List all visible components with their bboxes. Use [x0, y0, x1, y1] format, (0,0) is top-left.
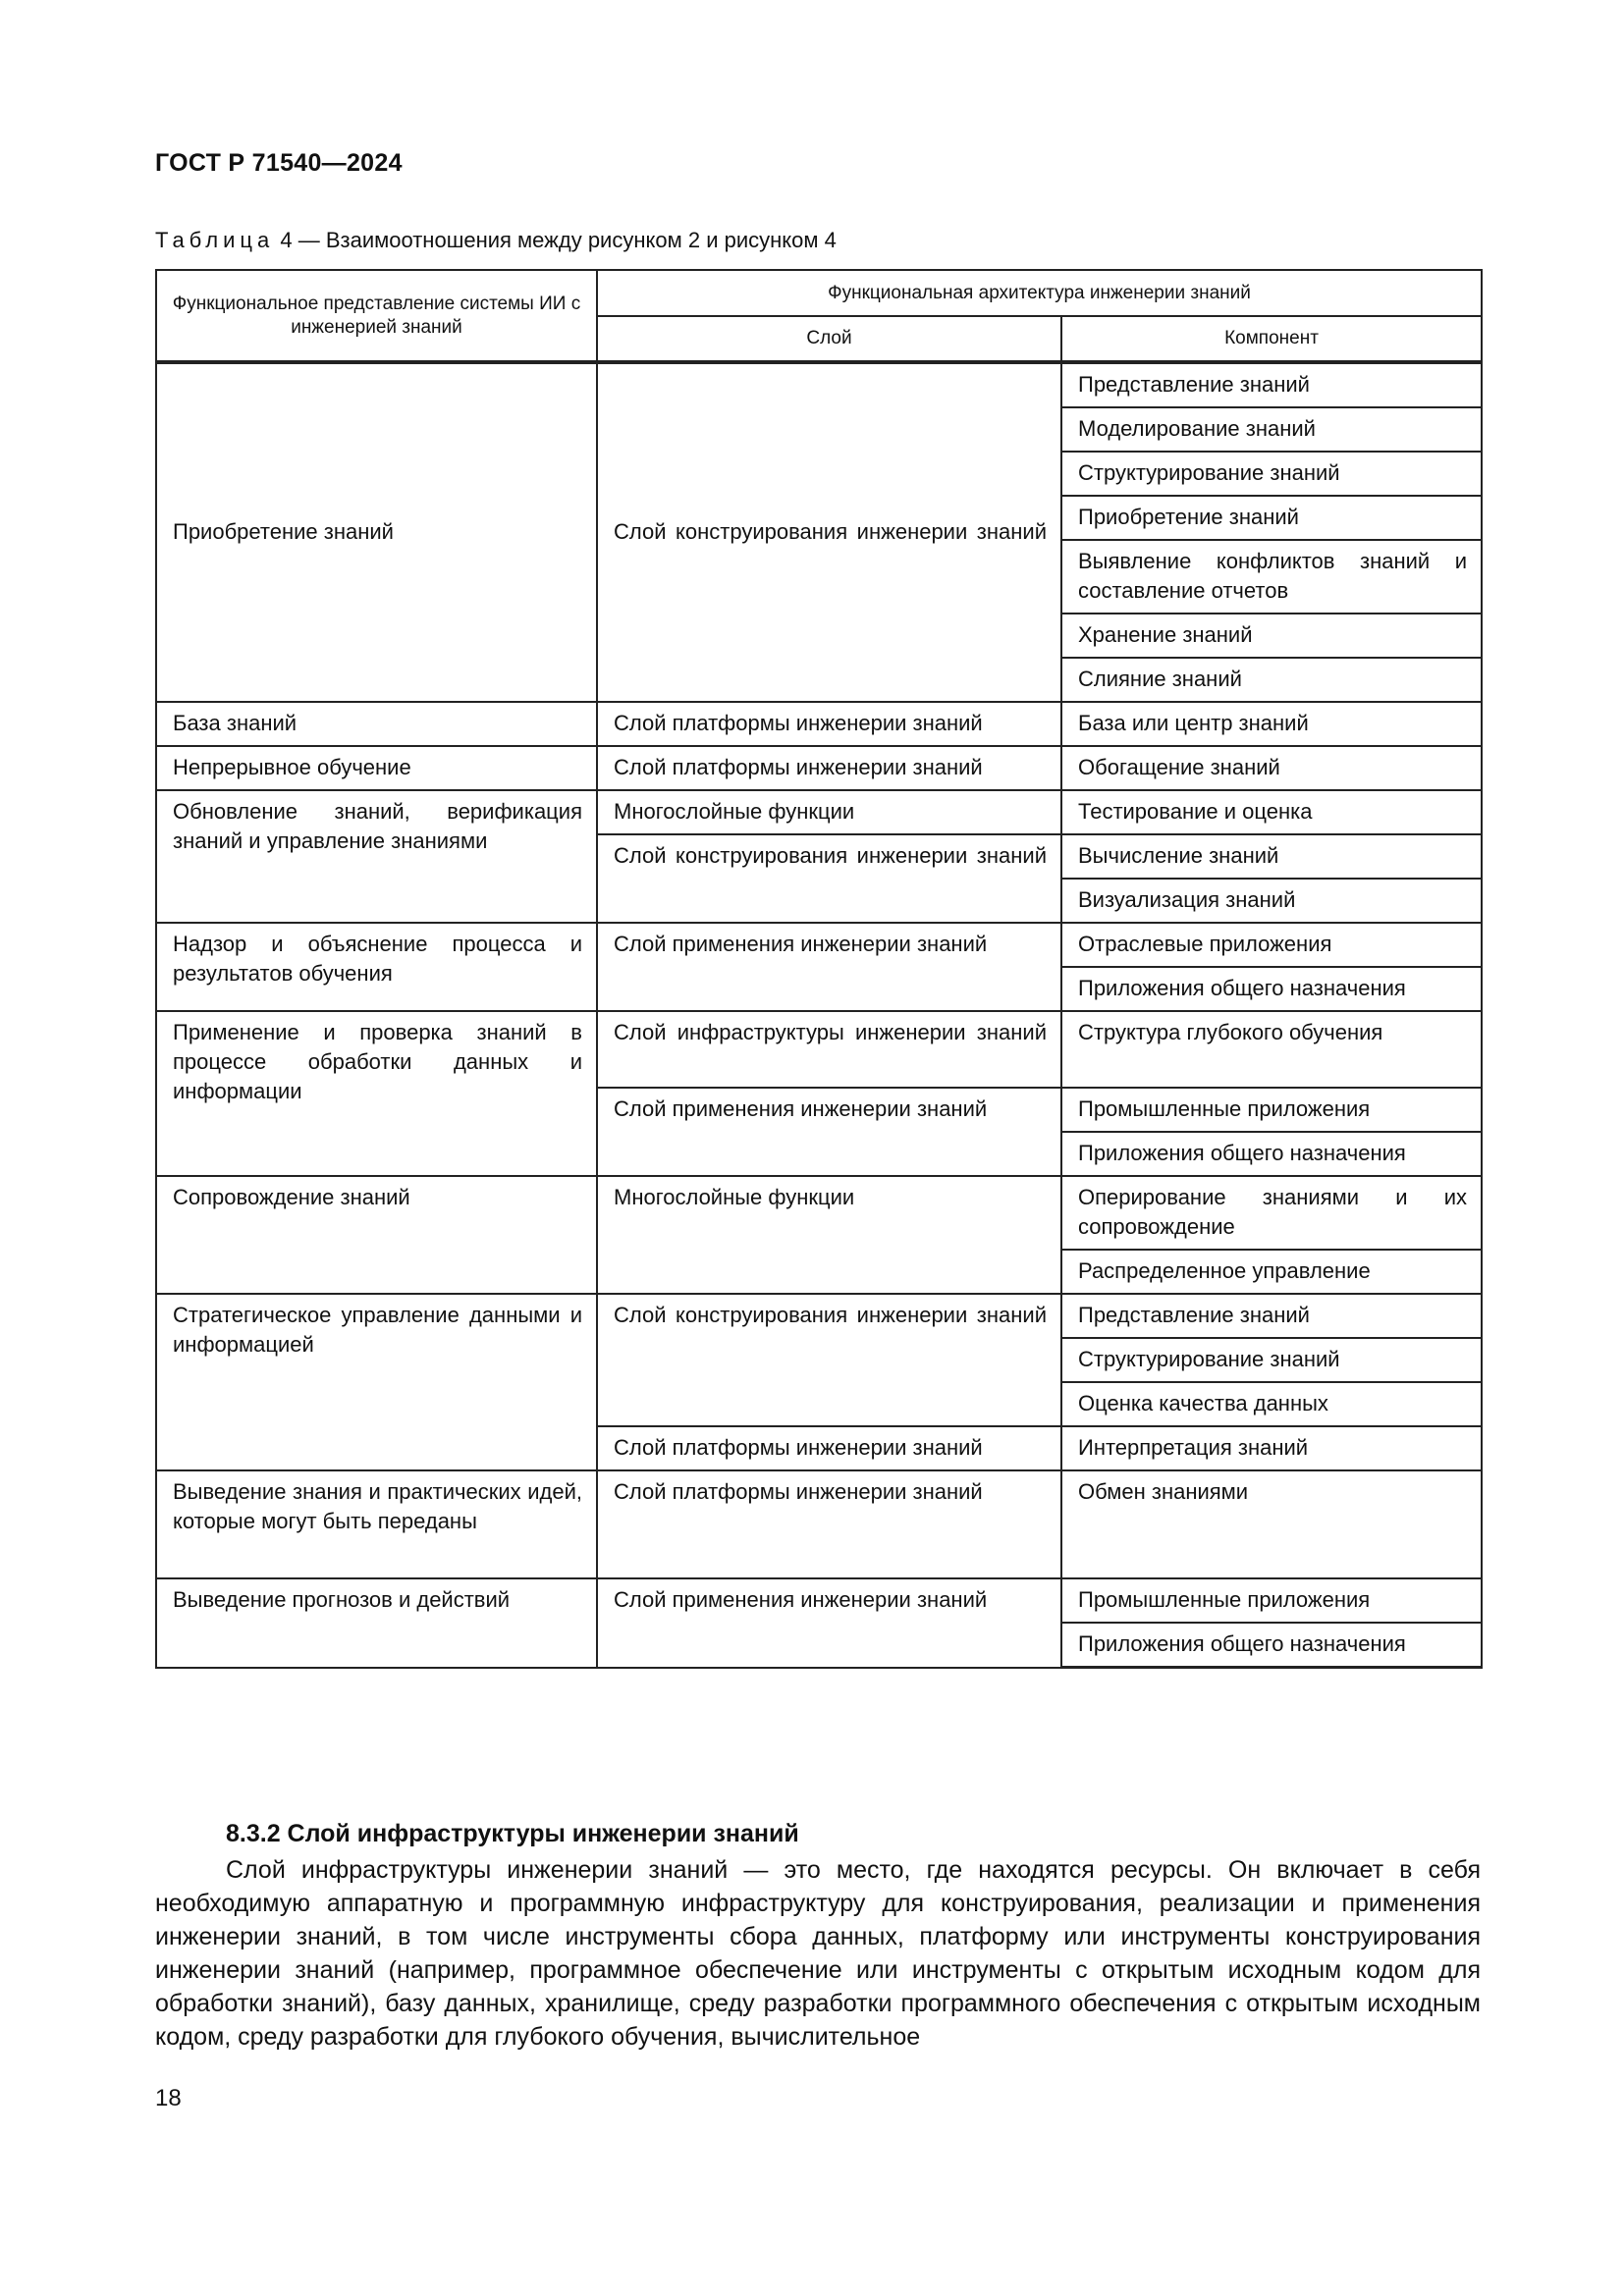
section-body	[155, 1853, 1481, 2054]
component-cell: Промышленные приложения	[1061, 1088, 1482, 1132]
function-cell: Приобретение знаний	[156, 362, 597, 702]
column-header-component: Компонент	[1061, 316, 1482, 362]
component-cell: Визуализация знаний	[1061, 879, 1482, 923]
layer-cell: Слой применения инженерии знаний	[597, 923, 1061, 1011]
layer-cell: Слой применения инженерии знаний	[597, 1578, 1061, 1668]
component-cell: Распределенное управление	[1061, 1250, 1482, 1294]
component-cell: Структурирование знаний	[1061, 452, 1482, 496]
layer-cell: Слой платформы инженерии знаний	[597, 1426, 1061, 1470]
function-cell: Обновление знаний, верификация знаний и управление знаниями	[156, 790, 597, 923]
function-cell: Выведение знания и практических идей, которые могут быть переданы	[156, 1470, 597, 1578]
layer-cell: Слой конструирования инженерии знаний	[597, 834, 1061, 923]
component-cell: Структура глубокого обучения	[1061, 1011, 1482, 1088]
function-cell: Выведение прогнозов и действий	[156, 1578, 597, 1668]
component-cell: Представление знаний	[1061, 1294, 1482, 1338]
component-cell: Структурирование знаний	[1061, 1338, 1482, 1382]
function-cell: Сопровождение знаний	[156, 1176, 597, 1294]
relationship-table	[155, 269, 1483, 1669]
component-cell: Тестирование и оценка	[1061, 790, 1482, 834]
section-paragraph: Слой инфраструктуры инженерии знаний — это место, где находятся ресурсы. Он включает в себя необходимую аппаратную и программную инфраструктуру для конструирования, реализации и применения инженерии знаний, в том числе инструменты сбора данных, платформу или инструменты конструирования инженерии знаний (например, программное обеспечение или инструменты с открытым исходным кодом для обработки знаний), базу данных, хранилище, среду разработки программного обеспечения с открытым исходным кодом, среду разработки для глубокого обучения, вычислительное	[155, 1856, 1481, 2051]
layer-cell: Слой платформы инженерии знаний	[597, 702, 1061, 746]
component-cell: Отраслевые приложения	[1061, 923, 1482, 967]
layer-cell: Многослойные функции	[597, 1176, 1061, 1294]
layer-cell: Слой инфраструктуры инженерии знаний	[597, 1011, 1061, 1088]
component-cell: Представление знаний	[1061, 362, 1482, 407]
component-cell: Приложения общего назначения	[1061, 967, 1482, 1011]
layer-cell: Слой платформы инженерии знаний	[597, 746, 1061, 790]
column-header-layer: Слой	[597, 316, 1061, 362]
layer-cell: Слой применения инженерии знаний	[597, 1088, 1061, 1176]
component-cell: Приложения общего назначения	[1061, 1623, 1482, 1668]
component-cell: Выявление конфликтов знаний и составление отчетов	[1061, 540, 1482, 614]
component-cell: Обмен знаниями	[1061, 1470, 1482, 1578]
document-header: ГОСТ Р 71540—2024	[155, 149, 403, 177]
function-cell: Применение и проверка знаний в процессе обработки данных и информации	[156, 1011, 597, 1176]
function-cell: База знаний	[156, 702, 597, 746]
component-cell: Обогащение знаний	[1061, 746, 1482, 790]
table-caption-title: 4 — Взаимоотношения между рисунком 2 и рисунком 4	[274, 228, 837, 252]
column-group-header: Функциональная архитектура инженерии знаний	[597, 270, 1482, 316]
table-caption	[155, 228, 837, 253]
component-cell: Интерпретация знаний	[1061, 1426, 1482, 1470]
component-cell: Приобретение знаний	[1061, 496, 1482, 540]
function-cell: Непрерывное обучение	[156, 746, 597, 790]
layer-cell: Слой платформы инженерии знаний	[597, 1470, 1061, 1578]
layer-cell: Слой конструирования инженерии знаний	[597, 362, 1061, 702]
section-title: 8.3.2 Слой инфраструктуры инженерии знаний	[226, 1820, 799, 1847]
function-cell: Надзор и объяснение процесса и результатов обучения	[156, 923, 597, 1011]
component-cell: Моделирование знаний	[1061, 407, 1482, 452]
component-cell: Хранение знаний	[1061, 614, 1482, 658]
layer-cell: Многослойные функции	[597, 790, 1061, 834]
column-header-function: Функциональное представление системы ИИ с инженерией знаний	[156, 270, 597, 362]
component-cell: Оценка качества данных	[1061, 1382, 1482, 1426]
component-cell: Оперирование знаниями и их сопровождение	[1061, 1176, 1482, 1250]
component-cell: Слияние знаний	[1061, 658, 1482, 702]
table-caption-prefix: Таблица	[155, 228, 275, 252]
layer-cell: Слой конструирования инженерии знаний	[597, 1294, 1061, 1426]
function-cell: Стратегическое управление данными и информацией	[156, 1294, 597, 1470]
page-number: 18	[155, 2085, 182, 2111]
component-cell: Вычисление знаний	[1061, 834, 1482, 879]
component-cell: Приложения общего назначения	[1061, 1132, 1482, 1176]
component-cell: Промышленные приложения	[1061, 1578, 1482, 1623]
component-cell: База или центр знаний	[1061, 702, 1482, 746]
